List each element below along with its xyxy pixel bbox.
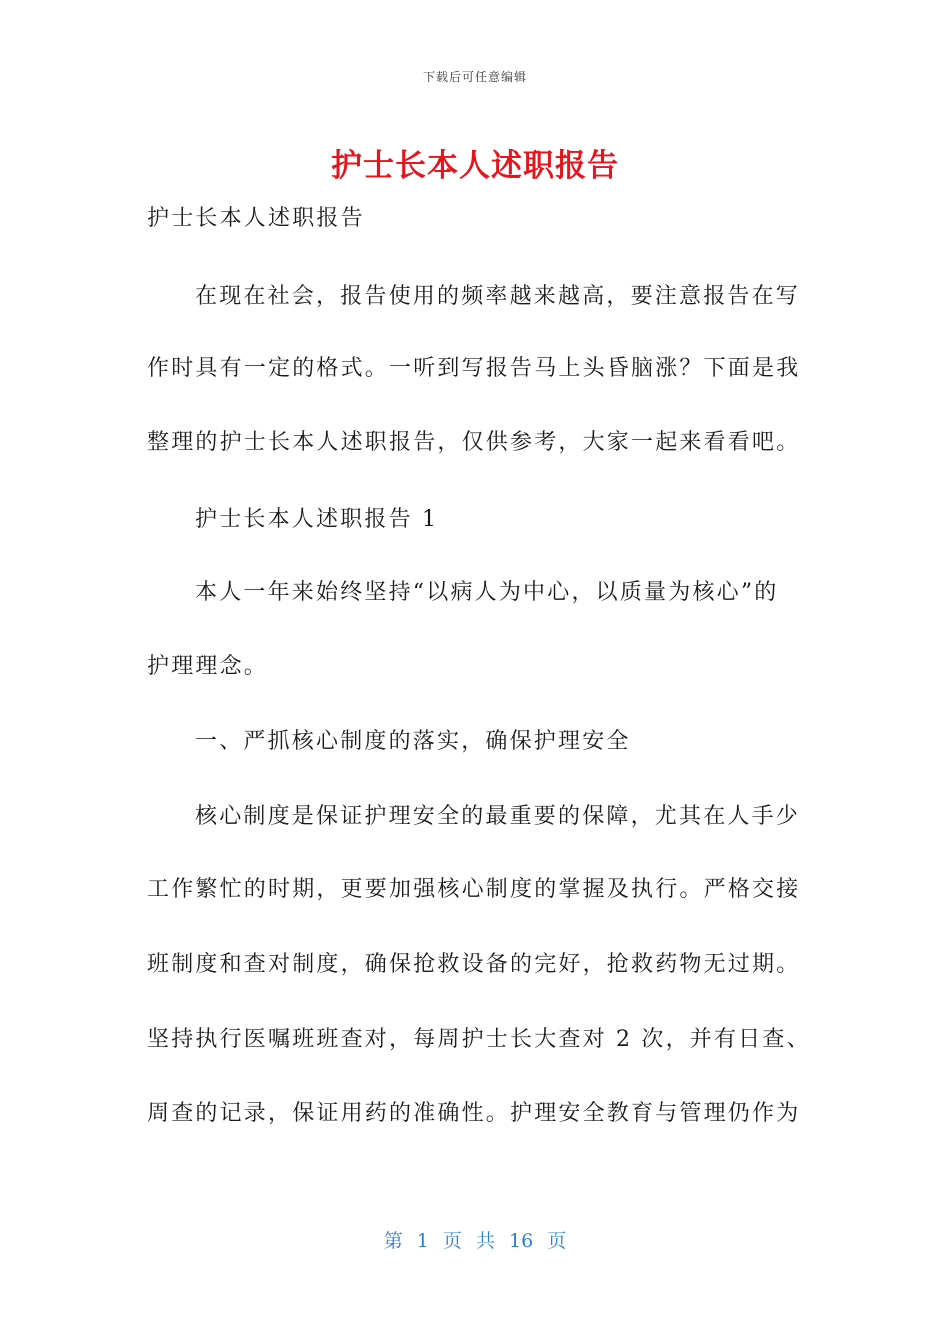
body-line-11: 班制度和查对制度，确保抢救设备的完好，抢救药物无过期。 bbox=[147, 952, 801, 977]
body-line-5: 护士长本人述职报告 1 bbox=[195, 507, 439, 532]
body-line-3: 作时具有一定的格式。一听到写报告马上头昏脑涨？下面是我 bbox=[147, 356, 801, 381]
body-line-8: 一、严抓核心制度的落实，确保护理安全 bbox=[195, 729, 631, 754]
body-line-6: 本人一年来始终坚持“以病人为中心，以质量为核心”的 bbox=[195, 580, 779, 605]
body-line-2: 在现在社会，报告使用的频率越来越高，要注意报告在写 bbox=[195, 284, 801, 309]
body-line-10: 工作繁忙的时期，更要加强核心制度的掌握及执行。严格交接 bbox=[147, 877, 801, 902]
header-note: 下载后可任意编辑 bbox=[422, 70, 527, 84]
page-number-footer: 第 1 页 共 16 页 bbox=[383, 1230, 567, 1252]
body-line-1: 护士长本人述职报告 bbox=[147, 206, 365, 231]
document-title: 护士长本人述职报告 bbox=[331, 148, 619, 184]
body-line-13: 周查的记录，保证用药的准确性。护理安全教育与管理仍作为 bbox=[147, 1101, 801, 1126]
body-line-7: 护理理念。 bbox=[147, 654, 269, 679]
body-line-9: 核心制度是保证护理安全的最重要的保障，尤其在人手少 bbox=[195, 804, 801, 829]
body-line-4: 整理的护士长本人述职报告，仅供参考，大家一起来看看吧。 bbox=[147, 430, 801, 455]
body-line-12: 坚持执行医嘱班班查对，每周护士长大查对 2 次，并有日查、 bbox=[147, 1027, 811, 1052]
